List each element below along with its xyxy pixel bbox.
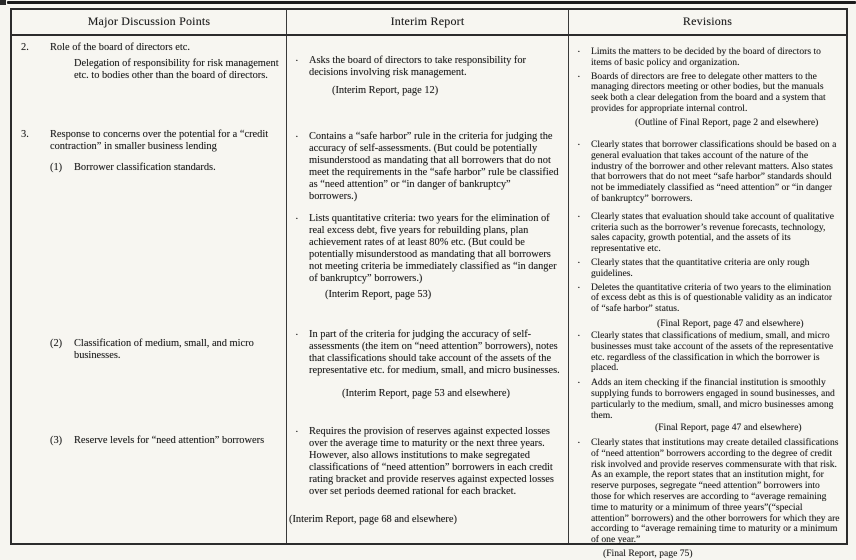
bullet-text: Lists quantitative criteria: two years for the elimination of real excess debt, five years for rebuilding plans, plan achievement rates of at least 80% etc. (But could be potentially misunderstood as mandating that all borrowers not meeting criteria be immediately classified as “in danger of bankruptcy” borrowers.) <box>309 212 557 285</box>
discussion-item-title: Response to concerns over the potential for a “credit contraction” in smaller business lending <box>50 129 269 153</box>
bullet-item <box>295 213 561 286</box>
column-header-major-discussion-points: Major Discussion Points <box>87 14 211 28</box>
bullet-icon: · <box>577 330 581 342</box>
cell-row2-interim <box>286 36 568 126</box>
column-header-revisions: Revisions <box>568 10 846 34</box>
citation: (Interim Report, page 68 and elsewhere) <box>289 513 457 525</box>
citation: (Outline of Final Report, page 2 and elsewhere) <box>635 116 819 128</box>
cell-row3-2-interim <box>286 326 568 424</box>
cell-row3-1-revisions <box>568 126 846 329</box>
bullet-text: Adds an item checking if the financial institution is smoothly supplying funds to borrowers engaged in sound businesses, and particularly to the medium, small, and micro businesses among them. <box>591 377 835 421</box>
bullet-text: Contains a “safe harbor” rule in the criteria for judging the accuracy of self-assessments. (But could be potentially misunderstood as mandating that all borrowers that do not meet the requirements in the “safe harbor” rule be classified as “need attention” or “in danger of bankruptcy” borrowers.) <box>309 131 559 203</box>
table-header-row <box>12 10 846 36</box>
bullet-text: Clearly states that the quantitative criteria are only rough guidelines. <box>591 256 810 279</box>
cell-row3-1-interim <box>286 126 568 326</box>
discussion-item-number: 3. <box>21 129 29 140</box>
column-header-interim-report: Interim Report <box>286 10 568 34</box>
cell-row2-discussion <box>12 36 286 126</box>
cell-row3-3-interim <box>286 424 568 543</box>
bullet-item <box>295 329 561 377</box>
bullet-text: Deletes the quantitative criteria of two years to the elimination of excess debt as this is of questionable validity as an indicator of “safe harbor” status. <box>591 281 833 315</box>
bullet-text: Clearly states that borrower classifications should be based on a general evaluation that takes account of the nature of the industry of the borrower and other relevant matters. Also states that borrowers that do not meet “safe harbor” standards should not be immediately classified as “need attention” or “in danger of bankruptcy” borrowers. <box>591 139 837 204</box>
bullet-icon: · <box>577 210 581 223</box>
bullet-icon: · <box>295 329 299 341</box>
discussion-subitem <box>50 162 280 174</box>
bullet-icon: · <box>577 377 581 390</box>
bullet-item <box>577 72 841 115</box>
bullet-item <box>577 331 841 374</box>
bullet-icon: · <box>295 212 299 225</box>
discussion-subitem-number: (1) <box>50 162 63 174</box>
discussion-item-number: 2. <box>21 42 29 53</box>
bullet-text: Limits the matters to be decided by the board of directors to items of basic policy and organization. <box>591 46 821 68</box>
citation: (Interim Report, page 53 and elsewhere) <box>342 388 510 400</box>
citation: (Interim Report, page 12) <box>332 85 439 97</box>
bullet-item <box>577 258 841 280</box>
discussion-subitem <box>50 338 280 362</box>
scan-edge-artifact <box>7 1 856 4</box>
discussion-subitem <box>50 435 280 447</box>
bullet-text: Clearly states that classifications of medium, small, and micro businesses must take account of the assets of the representative etc. regardless of the classification in which the borrower is placed. <box>591 330 834 374</box>
discussion-item-title: Role of the board of directors etc. <box>50 42 190 53</box>
bullet-item <box>577 140 841 205</box>
comparison-table <box>10 8 848 559</box>
bullet-item <box>295 426 561 499</box>
bullet-text: Asks the board of directors to take responsibility for decisions involving risk management. <box>309 55 527 79</box>
table-body <box>12 36 846 559</box>
bullet-text: Clearly states that evaluation should take account of qualitative criteria such as the borrower’s revenue forecasts, technology, sales capacity, growth potential, and the assets of its representative etc. <box>591 210 834 255</box>
discussion-subitem-number: (2) <box>50 338 63 349</box>
cell-row3-3-discussion <box>12 424 286 543</box>
bullet-item <box>577 47 841 69</box>
discussion-item-subtext: Delegation of responsibility for risk management etc. to bodies other than the board of directors. <box>74 58 279 82</box>
citation: (Final Report, page 75) <box>603 547 693 559</box>
bullet-icon: · <box>295 426 299 438</box>
discussion-subitem-title: Reserve levels for “need attention” borrowers <box>74 435 265 446</box>
bullet-icon: · <box>295 55 299 67</box>
bullet-icon: · <box>577 281 581 294</box>
bullet-text: In part of the criteria for judging the accuracy of self-assessments (the item on “need attention” borrowers), notes that classifications should take account of the assets of the representative etc. for medium, small, and micro businesses. <box>309 329 560 377</box>
discussion-item <box>12 129 280 153</box>
scan-corner-artifact <box>0 0 6 5</box>
discussion-subitem-number: (3) <box>50 435 63 446</box>
cell-row2-revisions <box>568 36 846 126</box>
cell-row3-3-revisions <box>568 424 846 559</box>
discussion-subitem-title: Borrower classification standards. <box>74 162 216 174</box>
cell-row3-1-discussion <box>12 126 286 326</box>
discussion-subitem-title: Classification of medium, small, and micro businesses. <box>74 338 254 362</box>
bullet-icon: · <box>577 70 581 83</box>
bullet-item <box>577 378 841 421</box>
bullet-item <box>577 283 841 315</box>
citation: (Final Report, page 47 and elsewhere) <box>657 317 804 329</box>
cell-row3-2-revisions <box>568 326 846 434</box>
bullet-text: Requires the provision of reserves against expected losses over the average time to maturity or the next three years. However, also allows institutions to make segregated classifications of “need attention” borrowers in each credit rating bracket and provide reserves against expected losses over set periods deemed rational for each bracket. <box>309 426 554 498</box>
cell-row3-2-discussion <box>12 326 286 424</box>
bullet-item <box>577 212 841 255</box>
bullet-icon: · <box>577 46 581 58</box>
bullet-item <box>295 55 561 79</box>
bullet-text: Clearly states that institutions may create detailed classifications of “need attention” borrowers according to the degree of credit risk involved and provide reserves commensurate with that risk. As an example, the report states that an institution might, for reserve purposes, segregate “need attention” borrowers into those for which reserves are according to “average remaining time to maturity or a minimum of three years”(“special attention” borrowers) and the other borrowers for which they are according to “average remaining time to maturity or a minimum of one year.” <box>591 437 840 546</box>
bullet-icon: · <box>577 256 581 269</box>
citation: (Interim Report, page 53) <box>325 289 432 301</box>
bullet-text: Boards of directors are free to delegate other matters to the managing directors meeting or other bodies, but the manuals seek both a clear delegation from the board and a system that provides for appropriate internal control. <box>591 70 826 114</box>
bullet-icon: · <box>295 131 299 143</box>
bullet-icon: · <box>577 139 581 151</box>
bullet-item <box>295 131 561 204</box>
discussion-item <box>12 42 280 54</box>
bullet-icon: · <box>577 437 581 449</box>
bullet-item <box>577 438 841 546</box>
citation: (Final Report, page 47 and elsewhere) <box>655 422 802 434</box>
